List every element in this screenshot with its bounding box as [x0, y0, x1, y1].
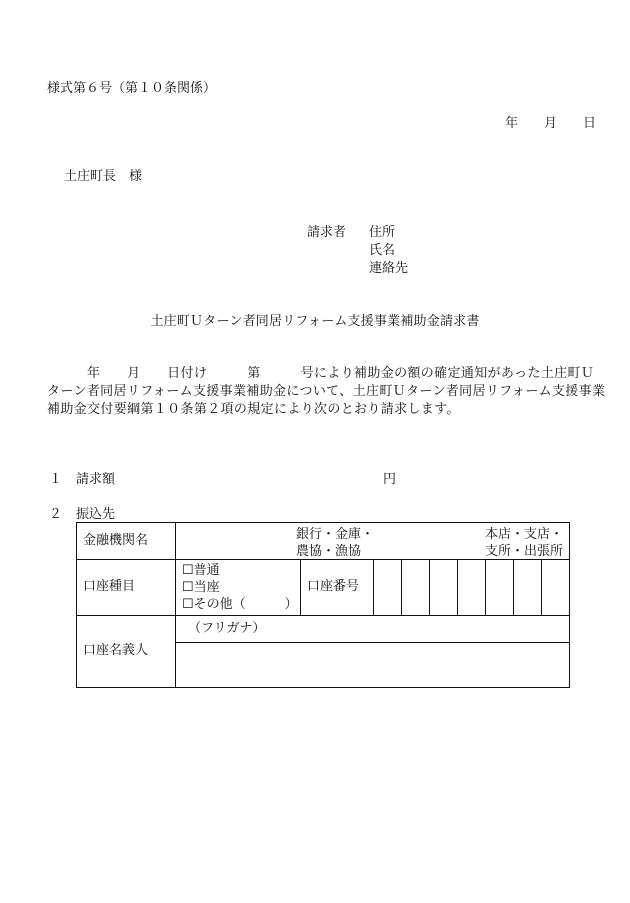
- date-month: 月: [543, 116, 557, 131]
- name-label: 氏名: [369, 242, 396, 258]
- account-holder-label: 口座名義人: [77, 616, 176, 688]
- item2-label: 振込先: [76, 507, 116, 522]
- account-type-ordinary[interactable]: ☐普通: [182, 563, 220, 578]
- account-holder-field[interactable]: [176, 643, 570, 688]
- account-digit-box[interactable]: [514, 560, 542, 616]
- bank-account-table: [76, 522, 570, 688]
- yen-unit: 円: [383, 472, 397, 487]
- applicant-label: 請求者: [307, 224, 347, 240]
- date-line: [505, 117, 596, 130]
- form-number: 様式第６号（第１０条関係）: [47, 81, 217, 96]
- account-number-label: 口座番号: [301, 560, 374, 616]
- item-transfer-destination: [49, 508, 115, 521]
- institution-label: 金融機関名: [77, 523, 176, 560]
- branch-types-line2: 支所・出張所: [484, 543, 563, 559]
- document-title: 土庄町Ｕターン者同居リフォーム支援事業補助金請求書: [150, 314, 480, 329]
- applicant-block: [307, 223, 408, 277]
- bank-types-line1: 銀行・金庫・: [296, 527, 375, 542]
- account-digit-box[interactable]: [458, 560, 486, 616]
- branch-types-line1: 本店・支店・: [484, 527, 563, 542]
- body-text: 年 月 日付け 第 号により補助金の額の確定通知があった土庄町Ｕターン者同居リフォーム支援事業補助金について、土庄町Ｕターン者同居リフォーム支援事業補助金交付要綱第１０条第２項の規定により次のとおり請求します。: [47, 366, 606, 417]
- account-digit-box[interactable]: [542, 560, 570, 616]
- date-year: 年: [504, 116, 518, 131]
- furigana-field[interactable]: （フリガナ）: [176, 616, 570, 643]
- account-type-current[interactable]: ☐当座: [182, 580, 220, 595]
- date-day: 日: [582, 116, 596, 131]
- item-request-amount: [49, 473, 115, 486]
- account-type-options: [176, 560, 301, 616]
- item1-number: １: [49, 472, 63, 487]
- addressee: 土庄町長 様: [64, 169, 143, 184]
- account-type-label: 口座種目: [77, 560, 176, 616]
- account-digit-box[interactable]: [486, 560, 514, 616]
- account-digit-box[interactable]: [402, 560, 430, 616]
- address-label: 住所: [369, 224, 396, 240]
- bank-types-line2: 農協・漁協: [296, 543, 362, 559]
- account-digit-box[interactable]: [374, 560, 402, 616]
- account-digit-box[interactable]: [430, 560, 458, 616]
- item1-label: 請求額: [76, 472, 116, 487]
- account-type-other[interactable]: ☐その他（ ）: [182, 597, 298, 612]
- item2-number: ２: [49, 507, 63, 522]
- contact-label: 連絡先: [369, 260, 409, 276]
- institution-field[interactable]: [176, 523, 570, 560]
